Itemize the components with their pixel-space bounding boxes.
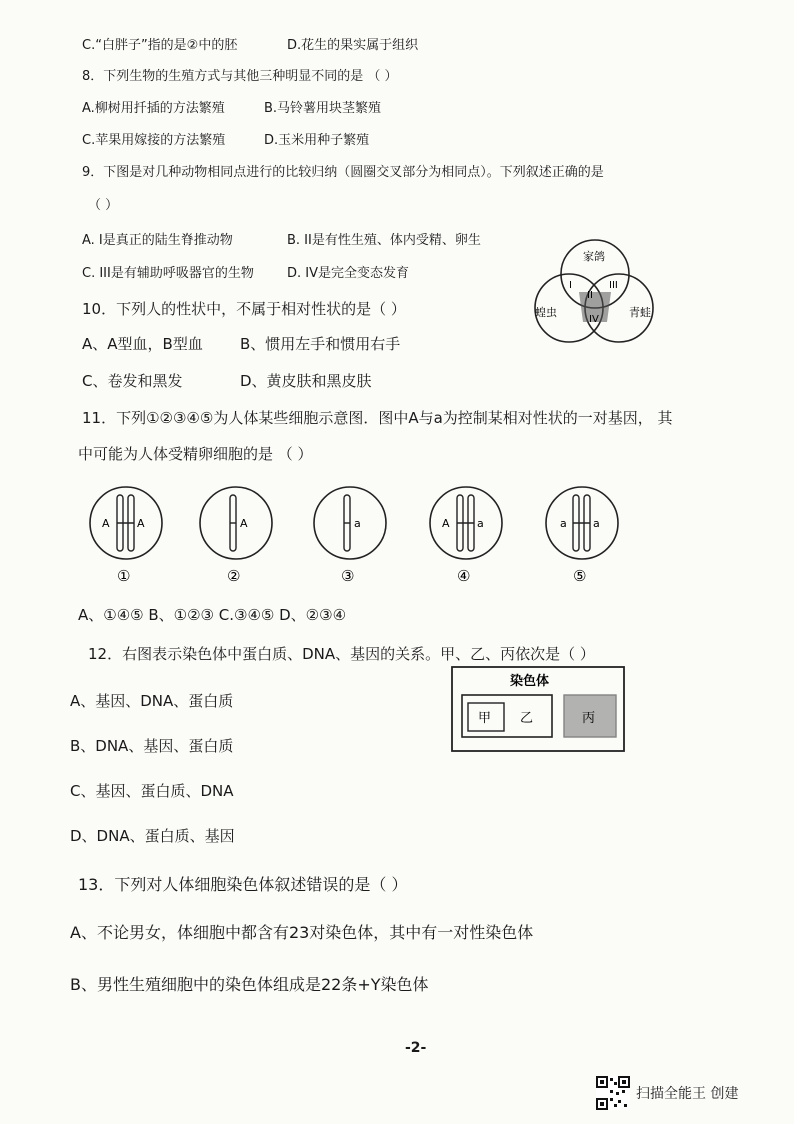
option-a-text: A、A型血，B型血 — [82, 335, 203, 353]
option-d-text: D. IV是完全变态发育 — [287, 266, 410, 281]
cell-2-right-gene: A — [240, 517, 248, 530]
chromosome-title: 染色体 — [510, 674, 550, 689]
question-9: 9．下图是对几种动物相同点进行的比较归纳（圆圈交叉部分为相同点）。下列叙述正确的是 — [82, 165, 604, 180]
question-11: 11．下列①②③④⑤为人体某些细胞示意图．图中A与a为控制某相对性状的一对基因， 其 — [82, 409, 673, 427]
option-c-text: C.苹果用嫁接的方法繁殖 — [82, 133, 226, 148]
qr-code-icon — [596, 1076, 630, 1110]
label-bing: 丙 — [582, 711, 596, 726]
option-b-text: B.马铃薯用块茎繁殖 — [264, 101, 382, 116]
question-12: 12．右图表示染色体中蛋白质、DNA、基因的关系。甲、乙、丙依次是（ ） — [88, 645, 595, 663]
q9-answer-paren: （ ） — [88, 198, 119, 213]
question-13: 13．下列对人体细胞染色体叙述错误的是（ ） — [78, 875, 408, 894]
option-c-text: C. III是有辅助呼吸器官的生物 — [82, 266, 254, 281]
q8-options-row2 — [82, 129, 370, 148]
cell-1-left-gene: A — [102, 517, 110, 530]
option-b-text: B、惯用左手和惯用右手 — [240, 335, 401, 353]
cell-4-label: ④ — [457, 567, 471, 585]
venn-region-iv: IV — [589, 314, 599, 325]
scanner-watermark — [596, 1076, 738, 1110]
page-number: -2- — [405, 1040, 427, 1056]
cell-2-drawing — [194, 485, 278, 585]
q13-option-a: A、不论男女，体细胞中都含有23对染色体，其中有一对性染色体 — [70, 923, 534, 942]
cell-5-label: ⑤ — [573, 567, 587, 585]
q9-options-row2 — [82, 262, 410, 281]
q8-options-row1 — [82, 97, 382, 116]
scanner-text: 扫描全能王 创建 — [636, 1086, 739, 1102]
label-yi: 乙 — [520, 711, 534, 726]
q13-option-b: B、男性生殖细胞中的染色体组成是22条+Y染色体 — [70, 975, 429, 994]
venn-label-top: 家鸽 — [583, 250, 605, 263]
option-c-text: C.“白胖子”指的是②中的胚 — [82, 38, 238, 53]
venn-region-ii: II — [587, 290, 593, 301]
venn-label-right: 青蛙 — [629, 306, 651, 319]
venn-region-i: I — [569, 280, 572, 291]
cell-4 — [424, 485, 508, 589]
venn-diagram — [525, 232, 665, 350]
option-d-text: D.花生的果实属于组织 — [287, 38, 419, 53]
cell-1-label: ① — [117, 567, 131, 585]
cell-1-drawing — [84, 485, 168, 585]
venn-label-left: 蝗虫 — [535, 306, 557, 319]
cell-4-left-gene: A — [442, 517, 450, 530]
cell-5-drawing — [540, 485, 624, 585]
option-d-text: D、黄皮肤和黑皮肤 — [240, 372, 372, 390]
option-a-text: A. I是真正的陆生脊推动物 — [82, 233, 233, 248]
q9-options-row1 — [82, 229, 481, 248]
q12-option-c: C、基因、蛋白质、DNA — [70, 782, 234, 800]
cell-3-drawing — [308, 485, 392, 585]
cell-3 — [308, 485, 392, 589]
question-11-cont: 中可能为人体受精卵细胞的是 （ ） — [78, 445, 313, 463]
q7-option-c — [82, 34, 419, 53]
cell-5-left-gene: a — [560, 517, 567, 530]
cell-5 — [540, 485, 624, 589]
chromosome-diagram — [450, 665, 626, 753]
cell-3-label: ③ — [341, 567, 355, 585]
q12-option-a: A、基因、DNA、蛋白质 — [70, 692, 234, 710]
cell-1 — [84, 485, 168, 589]
label-jia: 甲 — [478, 711, 492, 726]
cell-2 — [194, 485, 278, 589]
question-8: 8．下列生物的生殖方式与其他三种明显不同的是 （ ） — [82, 69, 398, 84]
cell-5-right-gene: a — [593, 517, 600, 530]
cell-4-right-gene: a — [477, 517, 484, 530]
option-c-text: C、卷发和黑发 — [82, 372, 183, 390]
question-10: 10．下列人的性状中，不属于相对性状的是（ ） — [82, 300, 406, 318]
venn-region-iii: III — [609, 280, 618, 291]
q11-options: A、①④⑤ B、①②③ C.③④⑤ D、②③④ — [78, 606, 347, 624]
q12-option-b: B、DNA、基因、蛋白质 — [70, 737, 234, 755]
q10-options-row2 — [82, 370, 372, 391]
cell-3-right-gene: a — [354, 517, 361, 530]
cell-1-right-gene: A — [137, 517, 145, 530]
option-d-text: D.玉米用种子繁殖 — [264, 133, 370, 148]
cell-2-label: ② — [227, 567, 241, 585]
option-a-text: A.柳树用扦插的方法繁殖 — [82, 101, 225, 116]
option-b-text: B. II是有性生殖、体内受精、卵生 — [287, 233, 481, 248]
q12-option-d: D、DNA、蛋白质、基因 — [70, 827, 235, 845]
cell-4-drawing — [424, 485, 508, 585]
q10-options-row1 — [82, 333, 401, 354]
